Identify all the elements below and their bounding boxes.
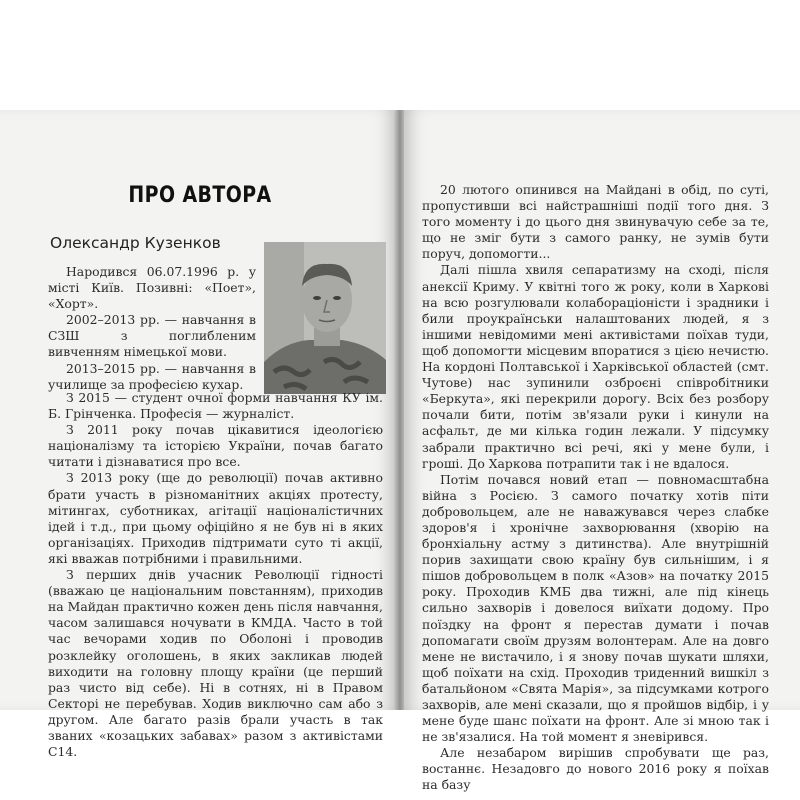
bio-paragraph: З 2015 — студент очної форми навчання КУ ім. Б. Грінченка. Професія — журналіст. xyxy=(48,390,383,422)
right-page xyxy=(404,110,800,793)
bio-continued xyxy=(422,182,769,794)
bio-paragraph: 2013–2015 рр. — навчання в училище за професією кухар. xyxy=(48,360,256,392)
bio-paragraph: З 2013 року (ще до революції) почав активно брати участь в різноманітних акціях протесту, мітингах, суботниках, агітації націоналістичних ідей і т.д., при цьому офіційно я не був ні в яких організаціях. Приходив підтримати суто ті акції, які вважав потрібними і правильними. xyxy=(48,470,383,566)
author-portrait-image xyxy=(264,242,386,394)
bio-paragraph: 2002–2013 рр. — навчання в СЗШ з поглибленим вивченням німецької мови. xyxy=(48,312,256,360)
bio-main xyxy=(48,390,383,760)
bio-paragraph: 20 лютого опинився на Майдані в обід, по суті, пропустивши всі найстрашніші події того дня. З того моменту і до цього дня звинувачую себе за те, що не зміг бути з самого ранку, не зумів бути поруч, допомогти... xyxy=(422,182,769,262)
bio-paragraph: З 2011 року почав цікавитися ідеологією націоналізму та історією України, почав багато читати і дізнаватися про все. xyxy=(48,422,383,470)
bio-paragraph: Але незабаром вирішив спробувати ще раз, востаннє. Незадовго до нового 2016 року я поїхав на базу xyxy=(422,745,769,793)
page-heading: ПРО АВТОРА xyxy=(128,183,272,208)
author-name: Олександр Кузенков xyxy=(50,234,221,252)
bio-paragraph: Далі пішла хвиля сепаратизму на сході, після анексії Криму. У квітні того ж року, коли в Харкові на всю розгулювали колабораціоністи і зрадники і били проукраїнськи налаштованих людей, я з іншими невідомими мені активістами поїхав туди, щоб допомогти місцевим впоратися з цією нечистю. На кордоні Полтавської і Харківської областей (смт. Чутове) нас зупинили озброєні співробітники «Беркута», які перекрили дорогу. Всіх без розбору почали бити, потім зв'язали руки і кинули на асфальт, де ми кілька годин лежали. У підсумку забрали практично всі речі, які у мене були, і гроші. До Харкова потрапити так і не вдалося. xyxy=(422,262,769,471)
author-photo xyxy=(264,242,386,394)
left-page xyxy=(0,110,396,760)
bio-paragraph: Народився 06.07.1996 р. у місті Київ. Позивні: «Поет», «Хорт». xyxy=(48,264,256,312)
bio-paragraph: З перших днів учасник Революції гідності (вважаю це національним повстанням), приходив на Майдан практично кожен день після навчання, часом залишався ночувати в КМДА. Часто в той час вечорами ходив по Оболоні і проводив розклейку оголошень, в яких закликав людей виходити на головну площу країни (це перший раз чисто від себе). Ні в сотнях, ні в Правом Секторі не перебував. Ходив виключно сам або з другом. Але багато разів брали участь в так званих «козацьких забавах» разом з активістами С14. xyxy=(48,567,383,760)
bio-intro xyxy=(48,264,256,393)
bio-paragraph: Потім почався новий етап — повномасштабна війна з Росією. З самого початку хотів піти добровольцем, але не наважувався через слабке здоров'я і хронічне захворювання (хворію на бронхіальну астму з дитинства). Але внутрішній порив захищати свою країну був сильнішим, і я пішов добровольцем в полк «Азов» на початку 2015 року. Проходив КМБ два тижні, але під кінець сильно захворів і довелося виїхати додому. Про поїздку на фронт я перестав думати і почав допомагати своїм друзям волонтерам. Але на довго мене не вистачило, і я знову почав шукати шляхи, щоб поїхати на схід. Проходив триденний вишкіл з батальйоном «Свята Марія», за підсумками котрого захворів, але мені сказали, що я пройшов відбір, і у мене буде шанс поїхати на фронт. Але зі мною так і не зв'язалися. На той момент я зневірився. xyxy=(422,471,769,745)
